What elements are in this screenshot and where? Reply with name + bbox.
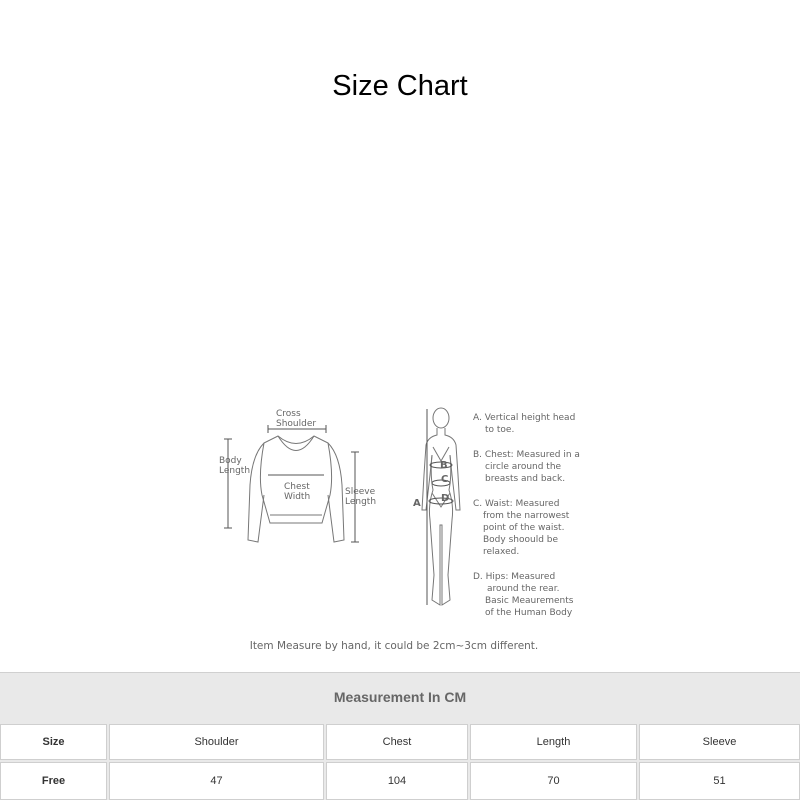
legend-line: C. Waist: Measured [473, 499, 560, 509]
legend-line: of the Human Body [485, 608, 573, 618]
table-cell: Free [0, 762, 107, 800]
header-cell-size: Size [0, 724, 107, 760]
letter-b: B [440, 460, 448, 471]
measurement-legend [473, 413, 580, 618]
table-cell: 47 [109, 762, 324, 800]
header-cell-shoulder: Shoulder [109, 724, 324, 760]
legend-line: around the rear. [487, 584, 560, 594]
letter-a: A [413, 498, 421, 509]
body-length-label: Length [219, 466, 251, 476]
header-cell-chest: Chest [326, 724, 468, 760]
human-body-illustration [422, 408, 460, 605]
page-title: Size Chart [332, 70, 468, 102]
measure-note: Item Measure by hand, it could be 2cm~3cm different. [249, 640, 539, 652]
chest-width-label: Chest [284, 482, 310, 492]
body-length-arrow [224, 439, 232, 528]
legend-line: Body shoould be [483, 535, 559, 545]
legend-line: A. Vertical height head [473, 413, 576, 423]
header-cell-length: Length [470, 724, 637, 760]
sleeve-length-label: Length [345, 497, 377, 507]
legend-line: Basic Meaurements [485, 596, 574, 606]
table-cell: 70 [470, 762, 637, 800]
legend-line: D. Hips: Measured [473, 572, 556, 582]
table-caption: Measurement In CM [0, 672, 800, 721]
chest-width-label: Width [284, 492, 311, 502]
legend-line: to toe. [485, 425, 515, 435]
measurement-table [0, 672, 800, 800]
cross-shoulder-label: Cross [276, 409, 301, 419]
legend-line: relaxed. [483, 547, 520, 557]
legend-line: circle around the [485, 462, 562, 472]
table-cell: 51 [639, 762, 800, 800]
letter-d: D [441, 493, 450, 504]
table-cell: 104 [326, 762, 468, 800]
legend-line: B. Chest: Measured in a [473, 450, 580, 460]
measurement-diagram [0, 395, 800, 665]
body-length-label: Body [219, 456, 242, 466]
legend-line: from the narrowest [483, 511, 570, 521]
legend-line: breasts and back. [485, 474, 566, 484]
sleeve-length-label: Sleeve [345, 487, 376, 497]
header-cell-sleeve: Sleeve [639, 724, 800, 760]
cross-shoulder-label: Shoulder [276, 419, 317, 429]
letter-c: C [441, 474, 449, 485]
legend-line: point of the waist. [483, 523, 565, 533]
